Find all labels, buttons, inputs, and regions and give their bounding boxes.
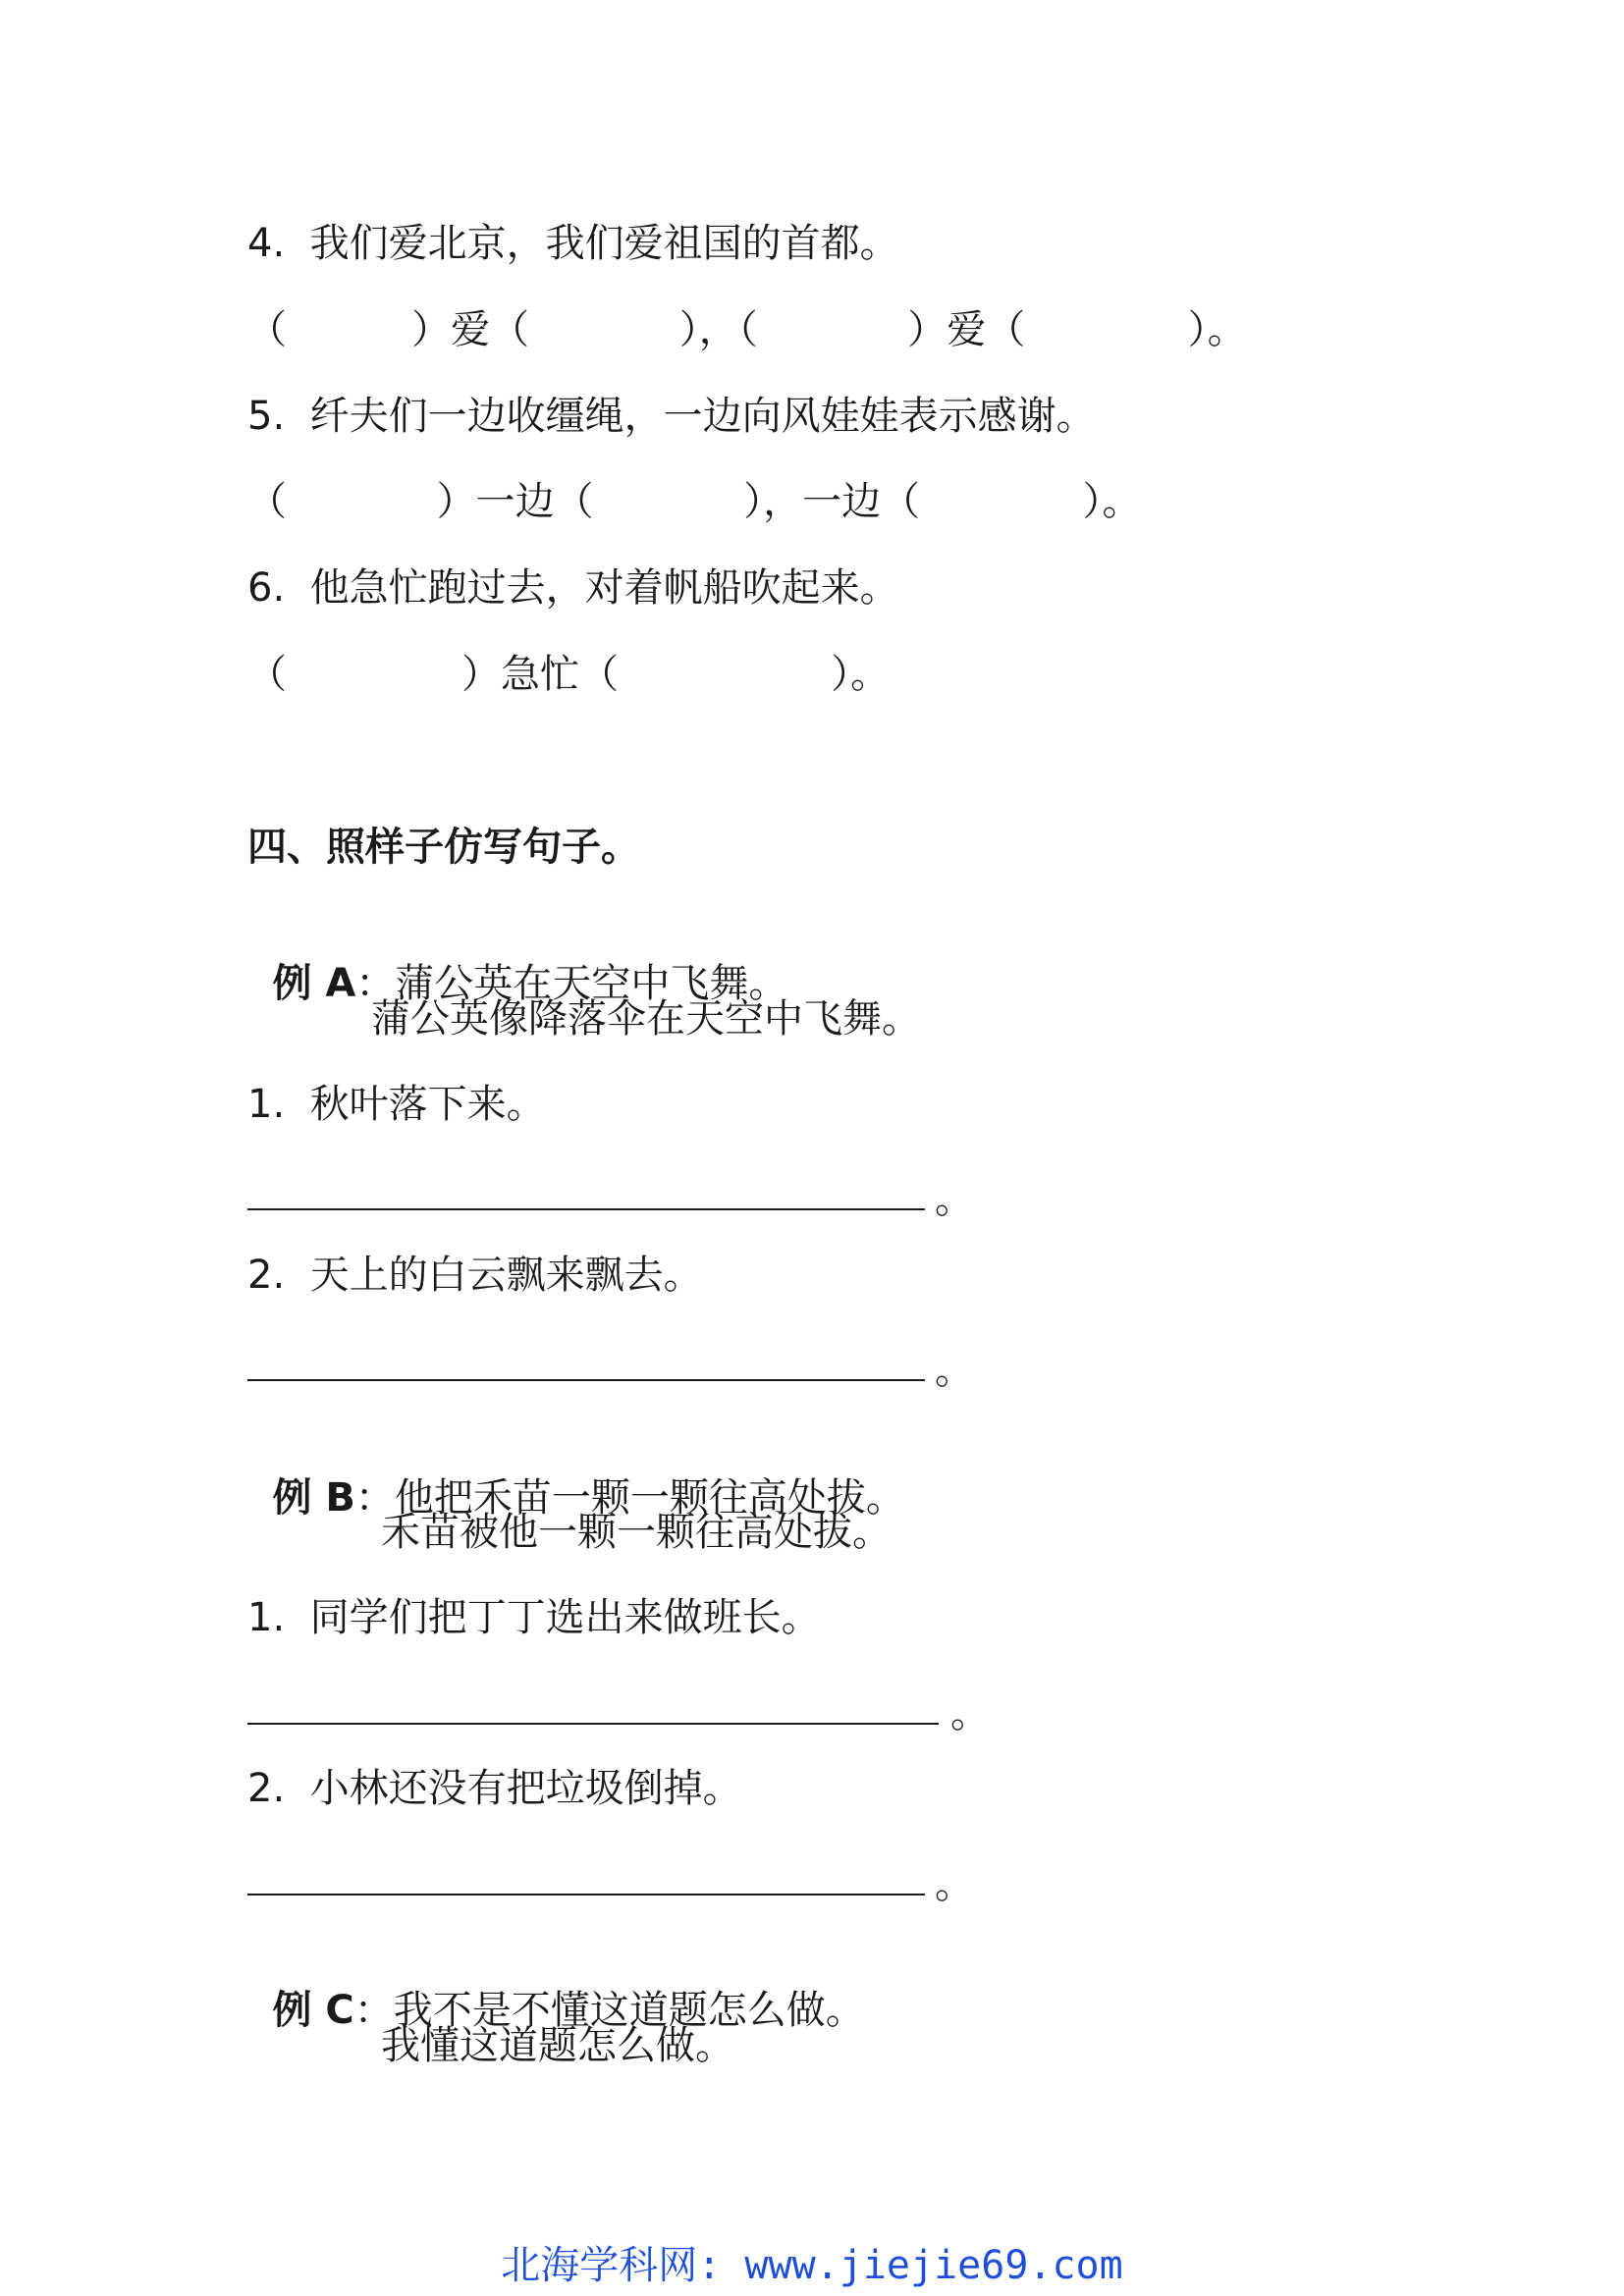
a-item-1-answer-line <box>247 1208 925 1210</box>
site-footer: 北海学科网: www.jiejie69.com <box>501 2243 1123 2288</box>
example-b-label: 例 B <box>272 1475 355 1521</box>
b-item-2-answer-line <box>247 1894 925 1896</box>
example-c-sep: ： <box>353 1988 394 2033</box>
example-a-sentence: 蒲公英在天空中飞舞。 <box>395 961 788 1006</box>
example-c-model: 我懂这道题怎么做。 <box>381 2023 734 2068</box>
b-item-2: 2. 小林还没有把垃圾倒掉。 <box>247 1766 742 1811</box>
item-4-fill-template: （ ）爱（ ），（ ）爱（ ）。 <box>247 307 1247 352</box>
example-a-sep: ： <box>355 961 396 1006</box>
a-item-1-answer-end: 。 <box>935 1177 974 1222</box>
a-item-2-answer-line <box>247 1379 925 1381</box>
section-4-heading: 四、照样子仿写句子。 <box>247 825 640 870</box>
example-b-sep: ： <box>354 1475 395 1521</box>
example-a-label: 例 A <box>272 961 356 1006</box>
example-b-sentence: 他把禾苗一颗一颗往高处拔。 <box>394 1475 905 1521</box>
b-item-1-answer-end: 。 <box>950 1691 990 1736</box>
example-c-sentence: 我不是不懂这道题怎么做。 <box>393 1988 865 2033</box>
a-item-2-answer-end: 。 <box>935 1348 974 1393</box>
a-item-1: 1. 秋叶落下来。 <box>247 1082 546 1127</box>
item-6-question: 6. 他急忙跑过去，对着帆船吹起来。 <box>247 565 899 611</box>
b-item-2-answer-end: 。 <box>935 1862 974 1907</box>
example-c-label: 例 C <box>272 1988 354 2033</box>
b-item-1-answer-line <box>247 1723 939 1725</box>
example-a-model: 蒲公英像降落伞在天空中飞舞。 <box>371 996 921 1041</box>
item-5-question: 5. 纤夫们一边收缰绳，一边向风娃娃表示感谢。 <box>247 394 1096 439</box>
item-4-question: 4. 我们爱北京，我们爱祖国的首都。 <box>247 221 899 266</box>
item-6-fill-template: （ ）急忙（ ）。 <box>247 652 891 697</box>
b-item-1: 1. 同学们把丁丁选出来做班长。 <box>247 1595 821 1640</box>
example-b-model: 禾苗被他一颗一颗往高处拔。 <box>381 1510 892 1555</box>
item-5-fill-template: （ ）一边（ ），一边（ ）。 <box>247 479 1142 524</box>
a-item-2: 2. 天上的白云飘来飘去。 <box>247 1253 703 1298</box>
